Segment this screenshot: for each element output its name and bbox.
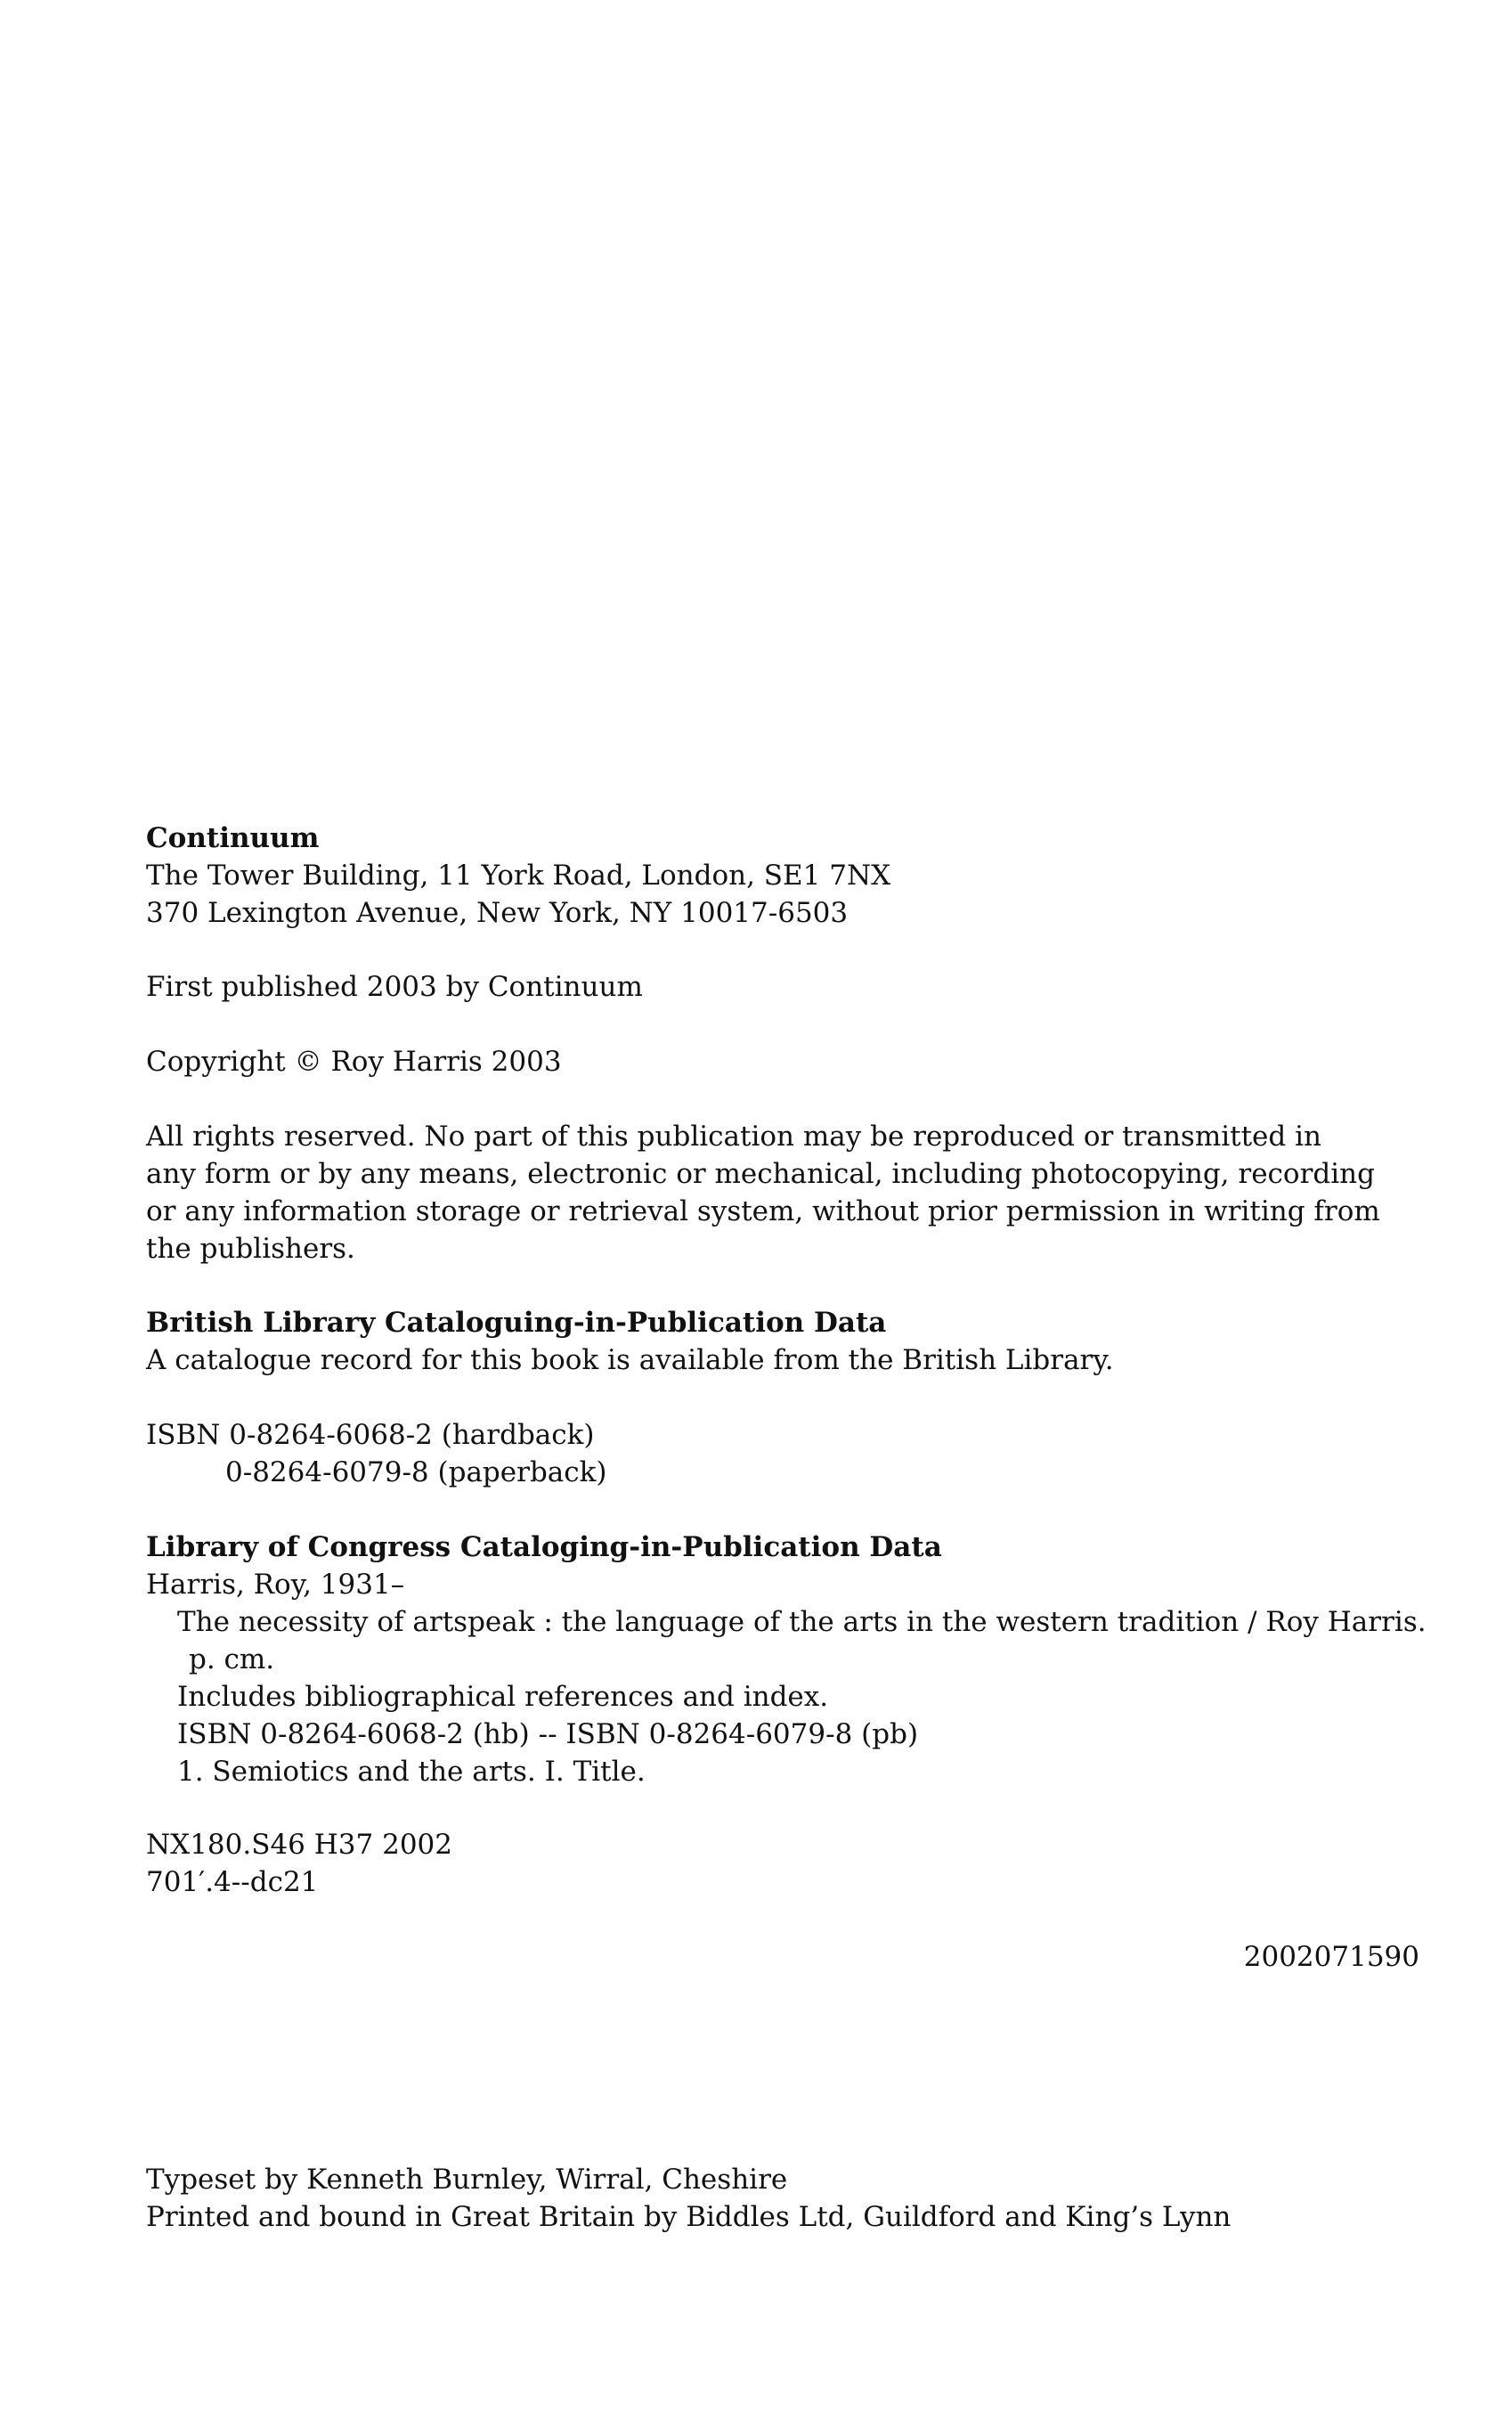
first-published: First published 2003 by Continuum xyxy=(146,971,643,1003)
production-block xyxy=(146,2161,1419,2236)
loc-control-number: 2002071590 xyxy=(1243,1941,1419,1973)
british-library-text: A catalogue record for this book is available from the British Library. xyxy=(146,1344,1114,1376)
loc-title: The necessity of artspeak : the language of the arts in the western tradition / Roy Harris. xyxy=(177,1606,1427,1638)
publisher-name: Continuum xyxy=(146,822,320,854)
typeset-credit: Typeset by Kenneth Burnley, Wirral, Cheshire xyxy=(146,2164,788,2196)
publisher-address-uk: The Tower Building, 11 York Road, London, SE1 7NX xyxy=(146,860,891,892)
loc-heading: Library of Congress Cataloging-in-Publication Data xyxy=(146,1531,942,1563)
publisher-address-us: 370 Lexington Avenue, New York, NY 10017-6503 xyxy=(146,897,849,929)
library-of-congress-block xyxy=(146,1528,1427,1790)
isbn-hardback: ISBN 0-8264-6068-2 (hardback) xyxy=(146,1419,595,1451)
rights-line: the publishers. xyxy=(146,1233,355,1265)
loc-pages: p. cm. xyxy=(189,1643,275,1675)
british-library-heading: British Library Cataloguing-in-Publication Data xyxy=(146,1307,887,1339)
loc-subjects: 1. Semiotics and the arts. I. Title. xyxy=(177,1756,646,1788)
classification-block xyxy=(146,1826,1419,1901)
loc-author: Harris, Roy, 1931– xyxy=(146,1569,405,1601)
rights-line: All rights reserved. No part of this publication may be reproduced or transmitted in xyxy=(146,1121,1321,1153)
rights-block xyxy=(146,1118,1419,1268)
isbn-paperback: 0-8264-6079-8 (paperback) xyxy=(225,1456,607,1488)
printer-credit: Printed and bound in Great Britain by Biddles Ltd, Guildford and King’s Lynn xyxy=(146,2201,1232,2233)
publisher-block xyxy=(146,819,1419,932)
copyright-notice: Copyright © Roy Harris 2003 xyxy=(146,1046,562,1078)
isbn-block xyxy=(146,1416,1419,1491)
loc-dewey: 701′.4--dc21 xyxy=(146,1866,319,1898)
first-published-block xyxy=(146,968,1419,1006)
rights-line: any form or by any means, electronic or mechanical, including photocopying, recording xyxy=(146,1158,1375,1190)
british-library-block xyxy=(146,1304,1419,1379)
loc-classification: NX180.S46 H37 2002 xyxy=(146,1829,452,1861)
loc-isbns: ISBN 0-8264-6068-2 (hb) -- ISBN 0-8264-6079-8 (pb) xyxy=(177,1718,919,1750)
rights-line: or any information storage or retrieval system, without prior permission in writing from xyxy=(146,1195,1380,1227)
loc-notes: Includes bibliographical references and index. xyxy=(177,1681,829,1713)
copyright-block xyxy=(146,1043,1419,1080)
